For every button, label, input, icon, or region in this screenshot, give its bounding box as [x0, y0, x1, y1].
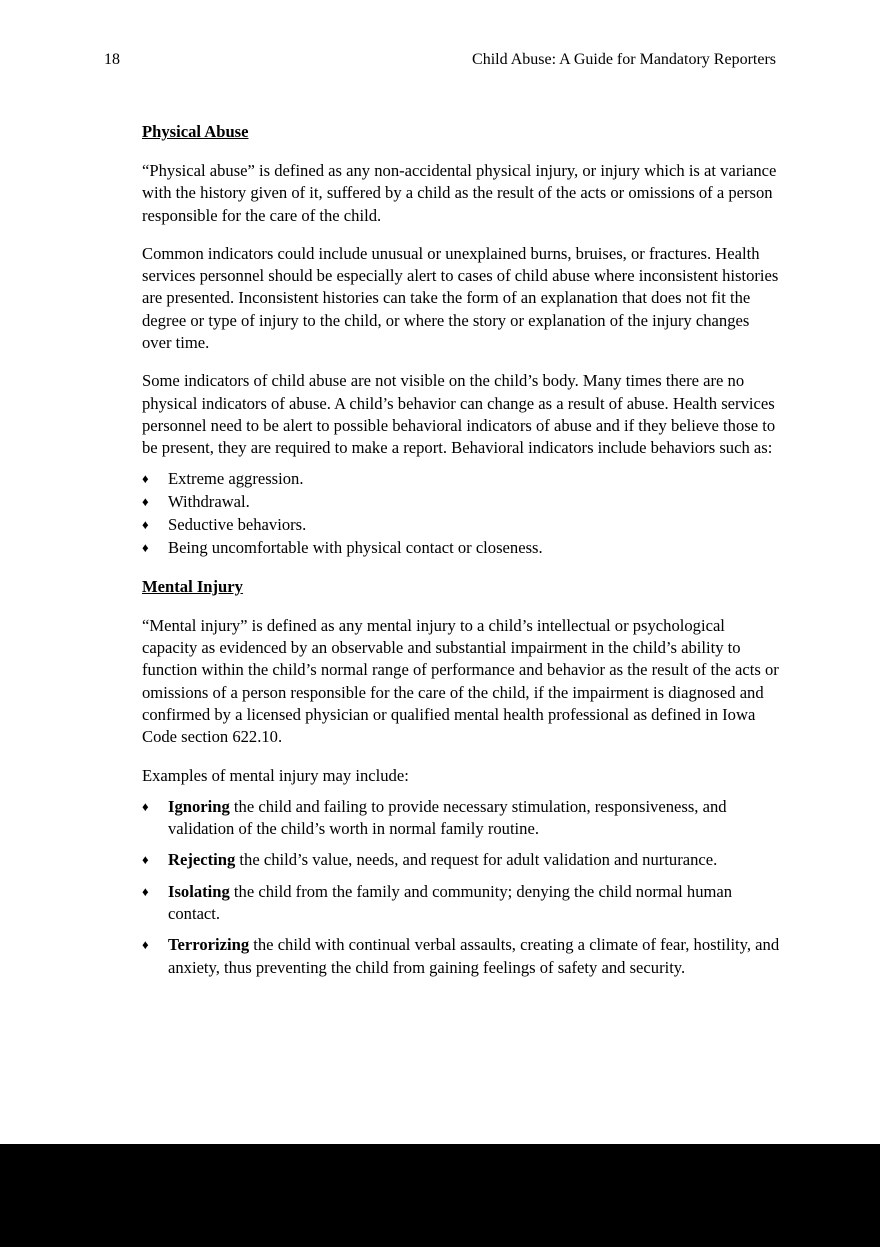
list-item: ♦ Terrorizing the child with continual verbal assaults, creating a climate of fear, hostility, and anxiety, thus preventing the child from gaining feelings of safety and security.: [142, 935, 780, 977]
diamond-bullet-icon: ♦: [142, 937, 149, 953]
diamond-bullet-icon: ♦: [142, 540, 149, 556]
behavioral-indicators-list: [142, 468, 782, 560]
list-item: ♦ Extreme aggression.: [142, 468, 782, 490]
paragraph: Examples of mental injury may include:: [142, 765, 409, 785]
list-item: ♦ Being uncomfortable with physical contact or closeness.: [142, 537, 782, 559]
list-item: ♦ Seductive behaviors.: [142, 514, 782, 536]
paragraph: Common indicators could include unusual or unexplained burns, bruises, or fractures. Health services personnel should be especially alert to cases of child abuse where inconsistent histories are presented. Inconsistent histories can take the form of an explanation that does not fit the degree or type of injury to the child, or where the story or explanation of the injury changes over time.: [142, 243, 779, 353]
diamond-bullet-icon: ♦: [142, 883, 149, 899]
list-item: ♦ Rejecting the child’s value, needs, and request for adult validation and nurturance.: [142, 849, 782, 871]
diamond-bullet-icon: ♦: [142, 798, 149, 814]
list-item: ♦ Withdrawal.: [142, 491, 782, 513]
diamond-bullet-icon: ♦: [142, 493, 149, 509]
list-term: Isolating: [168, 881, 230, 901]
list-term: Ignoring: [168, 796, 230, 816]
running-header-title: Child Abuse: A Guide for Mandatory Reporters: [472, 51, 776, 68]
page-content: [142, 121, 782, 988]
diamond-bullet-icon: ♦: [142, 517, 149, 533]
paragraph: “Mental injury” is defined as any mental injury to a child’s intellectual or psychological capacity as evidenced by an observable and substantial impairment in the child’s ability to function within the child’s normal range of performance and behavior as the result of the acts or omissions of a person responsible for the care of the child, if the impairment is diagnosed and confirmed by a licensed physician or qualified mental health professional as defined in Iowa Code section 622.10.: [142, 615, 779, 747]
diamond-bullet-icon: ♦: [142, 470, 149, 486]
diamond-bullet-icon: ♦: [142, 852, 149, 868]
mental-injury-examples-list: [142, 796, 782, 979]
paragraph: “Physical abuse” is defined as any non-accidental physical injury, or injury which is at variance with the history given of it, suffered by a child as the result of the acts or omissions of a person responsible for the care of the child.: [142, 161, 777, 225]
section-mental-injury: [142, 576, 782, 979]
black-letterbox-band: [0, 1144, 880, 1247]
list-term: Terrorizing: [168, 935, 250, 955]
list-item: ♦ Isolating the child from the family and community; denying the child normal human contact.: [142, 881, 733, 924]
section-heading: Physical Abuse: [142, 122, 249, 141]
section-physical-abuse: [142, 121, 782, 560]
section-heading: Mental Injury: [142, 576, 243, 596]
paragraph: Some indicators of child abuse are not visible on the child’s body. Many times there are no physical indicators of abuse. A child’s behavior can change as a result of abuse. Health services personnel need to be alert to possible behavioral indicators of abuse and if they believe those to be present, they are required to make a report. Behavioral indicators include behaviors such as:: [142, 371, 776, 458]
page-number: 18: [104, 51, 120, 68]
list-item: ♦ Ignoring the child and failing to provide necessary stimulation, responsiveness, and validation of the child’s worth in normal family routine.: [142, 796, 727, 839]
list-term: Rejecting: [168, 850, 236, 870]
